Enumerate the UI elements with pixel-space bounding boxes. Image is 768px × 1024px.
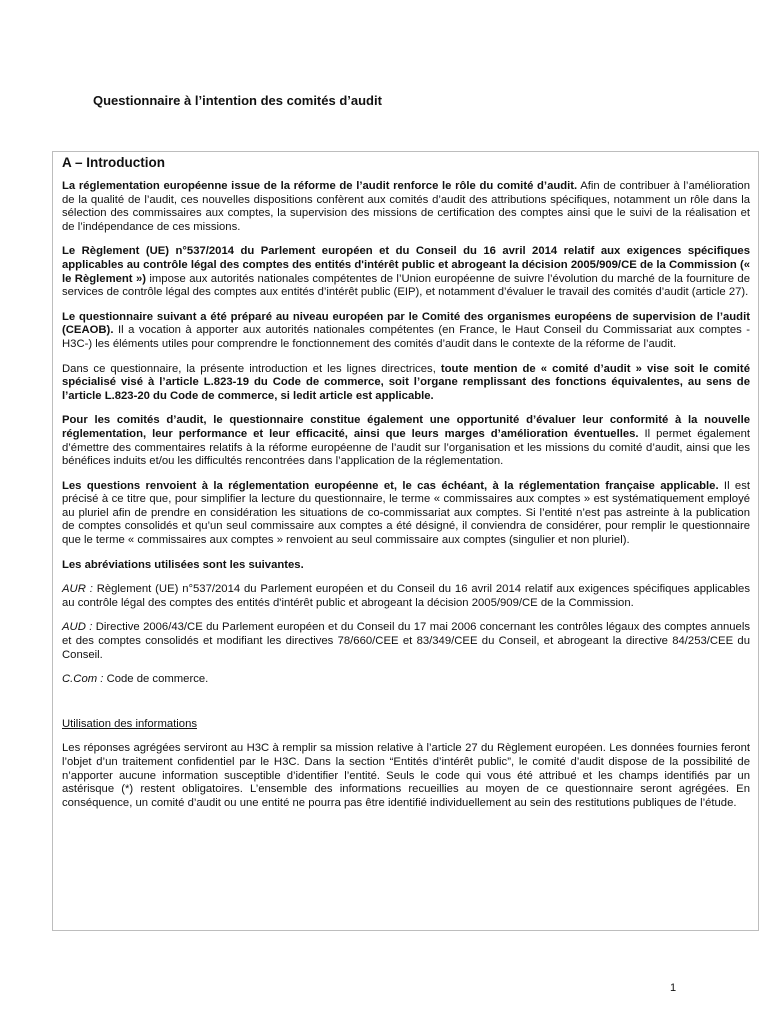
paragraph-reglementation: La réglementation européenne issue de la réforme de l’audit renforce le rôle du comité d’audit. Afin de contribuer à l’amélioration de la qualité de l’audit, ces nouvelles dispositions confèrent aux comités d’audit des attributions spécifiques, notamment un rôle dans la sélection des commissaires aux comptes, la supervision des missions de certification des comptes ainsi que le suivi de la réalisation et de l’indépendance de ces missions.	[62, 180, 750, 233]
spacer	[62, 698, 750, 718]
paragraph-mention-comite: Dans ce questionnaire, la présente introduction et les lignes directrices, toute mention de « comité d’audit » vise soit le comité spécialisé visé à l’article L.823-19 du Code de commerce, soit l’organe remplissant des fonctions équivalentes, au sens de l’article L.823-20 du Code de commerce, si ledit article est applicable.	[62, 362, 750, 402]
document-title: Questionnaire à l’intention des comités d’audit	[93, 93, 382, 108]
page-number: 1	[670, 982, 677, 994]
abbreviation-ccom: C.Com : Code de commerce.	[62, 673, 209, 686]
section-content	[62, 180, 750, 821]
usage-heading: Utilisation des informations	[62, 717, 197, 730]
paragraph-opportunite: Pour les comités d’audit, le questionnaire constitue également une opportunité d’évaluer leur conformité à la nouvelle réglementation, leur performance et leur efficacité, ainsi que leurs marges d’amélioration éventuelles. Il permet également d’émettre des commentaires relatifs à la réforme européenne de l’audit sur l’organisation et les missions du comité d’audit, ainsi que les bénéfices induits et/ou les difficultés rencontrées dans l’application de la réglementation.	[62, 414, 750, 468]
abbreviation-aur: AUR : Règlement (UE) n°537/2014 du Parlement européen et du Conseil du 16 avril 2014 relatif aux exigences spécifiques applicables au contrôle légal des comptes des entités d'intérêt public et abrogeant la décision 2005/909/CE de la Commission.	[62, 583, 750, 609]
paragraph-utilisation: Les réponses agrégées serviront au H3C à remplir sa mission relative à l’article 27 du Règlement européen. Les données fournies feront l’objet d’un traitement confidentiel par le H3C. Dans la section “Entités d’intérêt public”, le comité d’audit dispose de la possibilité de n’apporter aucune information susceptible d’identifier l’entité. Seuls le code qui vous été attribué et les champs identifiés par un astérisque (*) restent obligatoires. L’ensemble des informations recueillies au moyen de ce questionnaire seront agrégées. En conséquence, un comité d’audit ou une entité ne pourra pas être identifié individuellement au sein des restitutions publiques de l’étude.	[62, 742, 750, 809]
introduction-frame	[52, 151, 759, 931]
abbreviation-aud: AUD : Directive 2006/43/CE du Parlement européen et du Conseil du 17 mai 2006 concernant les contrôles légaux des comptes annuels et des comptes consolidés et modifiant les directives 78/660/CEE et 83/349/CEE du Conseil, et abrogeant la directive 84/253/CEE du Conseil.	[62, 621, 750, 661]
paragraph-reglement-ue: Le Règlement (UE) n°537/2014 du Parlement européen et du Conseil du 16 avril 2014 relatif aux exigences spécifiques applicables au contrôle légal des comptes des entités d'intérêt public et abrogeant la décision 2005/909/CE de la Commission (« le Règlement ») impose aux autorités nationales compétentes de l’Union européenne de suivre l’évolution du marché de la fourniture de services de contrôle légal des comptes aux entités d’intérêt public (EIP), et notamment d’évaluer le travail des comités d’audit (article 27).	[62, 245, 750, 299]
paragraph-ceaob: Le questionnaire suivant a été préparé au niveau européen par le Comité des organismes européens de supervision de l’audit (CEAOB). Il a vocation à apporter aux autorités nationales compétentes (en France, le Haut Conseil du Commissariat aux comptes -H3C-) les éléments utiles pour comprendre le fonctionnement des comités d’audit dans le contexte de la réforme de l’audit.	[62, 310, 750, 350]
paragraph-abreviations: Les abréviations utilisées sont les suivantes.	[62, 558, 304, 571]
paragraph-questions: Les questions renvoient à la réglementation européenne et, le cas échéant, à la réglementation française applicable. Il est précisé à ce titre que, pour simplifier la lecture du questionnaire, le terme « commissaires aux comptes » est systématiquement employé au pluriel afin de prendre en considération les situations de co-commissariat aux comptes. Si l’entité n’est pas astreinte à la publication de comptes consolidés et qu’un seul commissaire aux comptes a été désigné, il conviendra de considérer, pour remplir le questionnaire que le terme « commissaires aux comptes » renvoient au seul commissaire aux comptes (singulier et non pluriel).	[62, 479, 750, 547]
section-heading: A – Introduction	[62, 155, 165, 170]
